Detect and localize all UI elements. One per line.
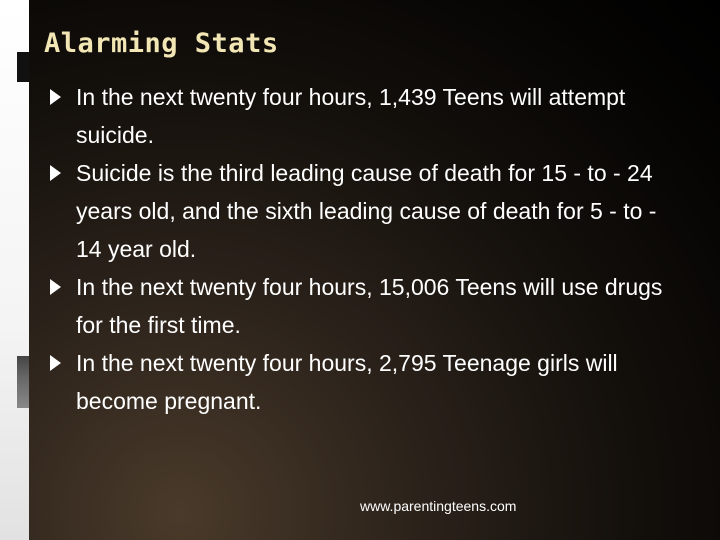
slide-title: Alarming Stats [44, 28, 279, 59]
bullet-text: In the next twenty four hours, 2,795 Teenage girls will become pregnant. [76, 350, 618, 414]
triangle-bullet-icon [50, 279, 61, 295]
triangle-bullet-icon [50, 355, 61, 371]
bullet-text: In the next twenty four hours, 1,439 Teens will attempt suicide. [76, 84, 626, 148]
bullet-item [48, 344, 678, 420]
triangle-bullet-icon [50, 165, 61, 181]
triangle-bullet-icon [50, 89, 61, 105]
bullet-item [48, 268, 678, 344]
bullet-text: Suicide is the third leading cause of death for 15 - to - 24 years old, and the sixth leading cause of death for 5 - to - 14 year old. [76, 160, 657, 262]
bullet-text: In the next twenty four hours, 15,006 Teens will use drugs for the first time. [76, 274, 663, 338]
bullet-list [48, 78, 678, 420]
bullet-item [48, 154, 678, 268]
left-bar-accent-top [17, 52, 29, 82]
footer-url: www.parentingteens.com [360, 498, 517, 514]
left-bar-accent-bottom [17, 356, 29, 408]
bullet-item [48, 78, 678, 154]
